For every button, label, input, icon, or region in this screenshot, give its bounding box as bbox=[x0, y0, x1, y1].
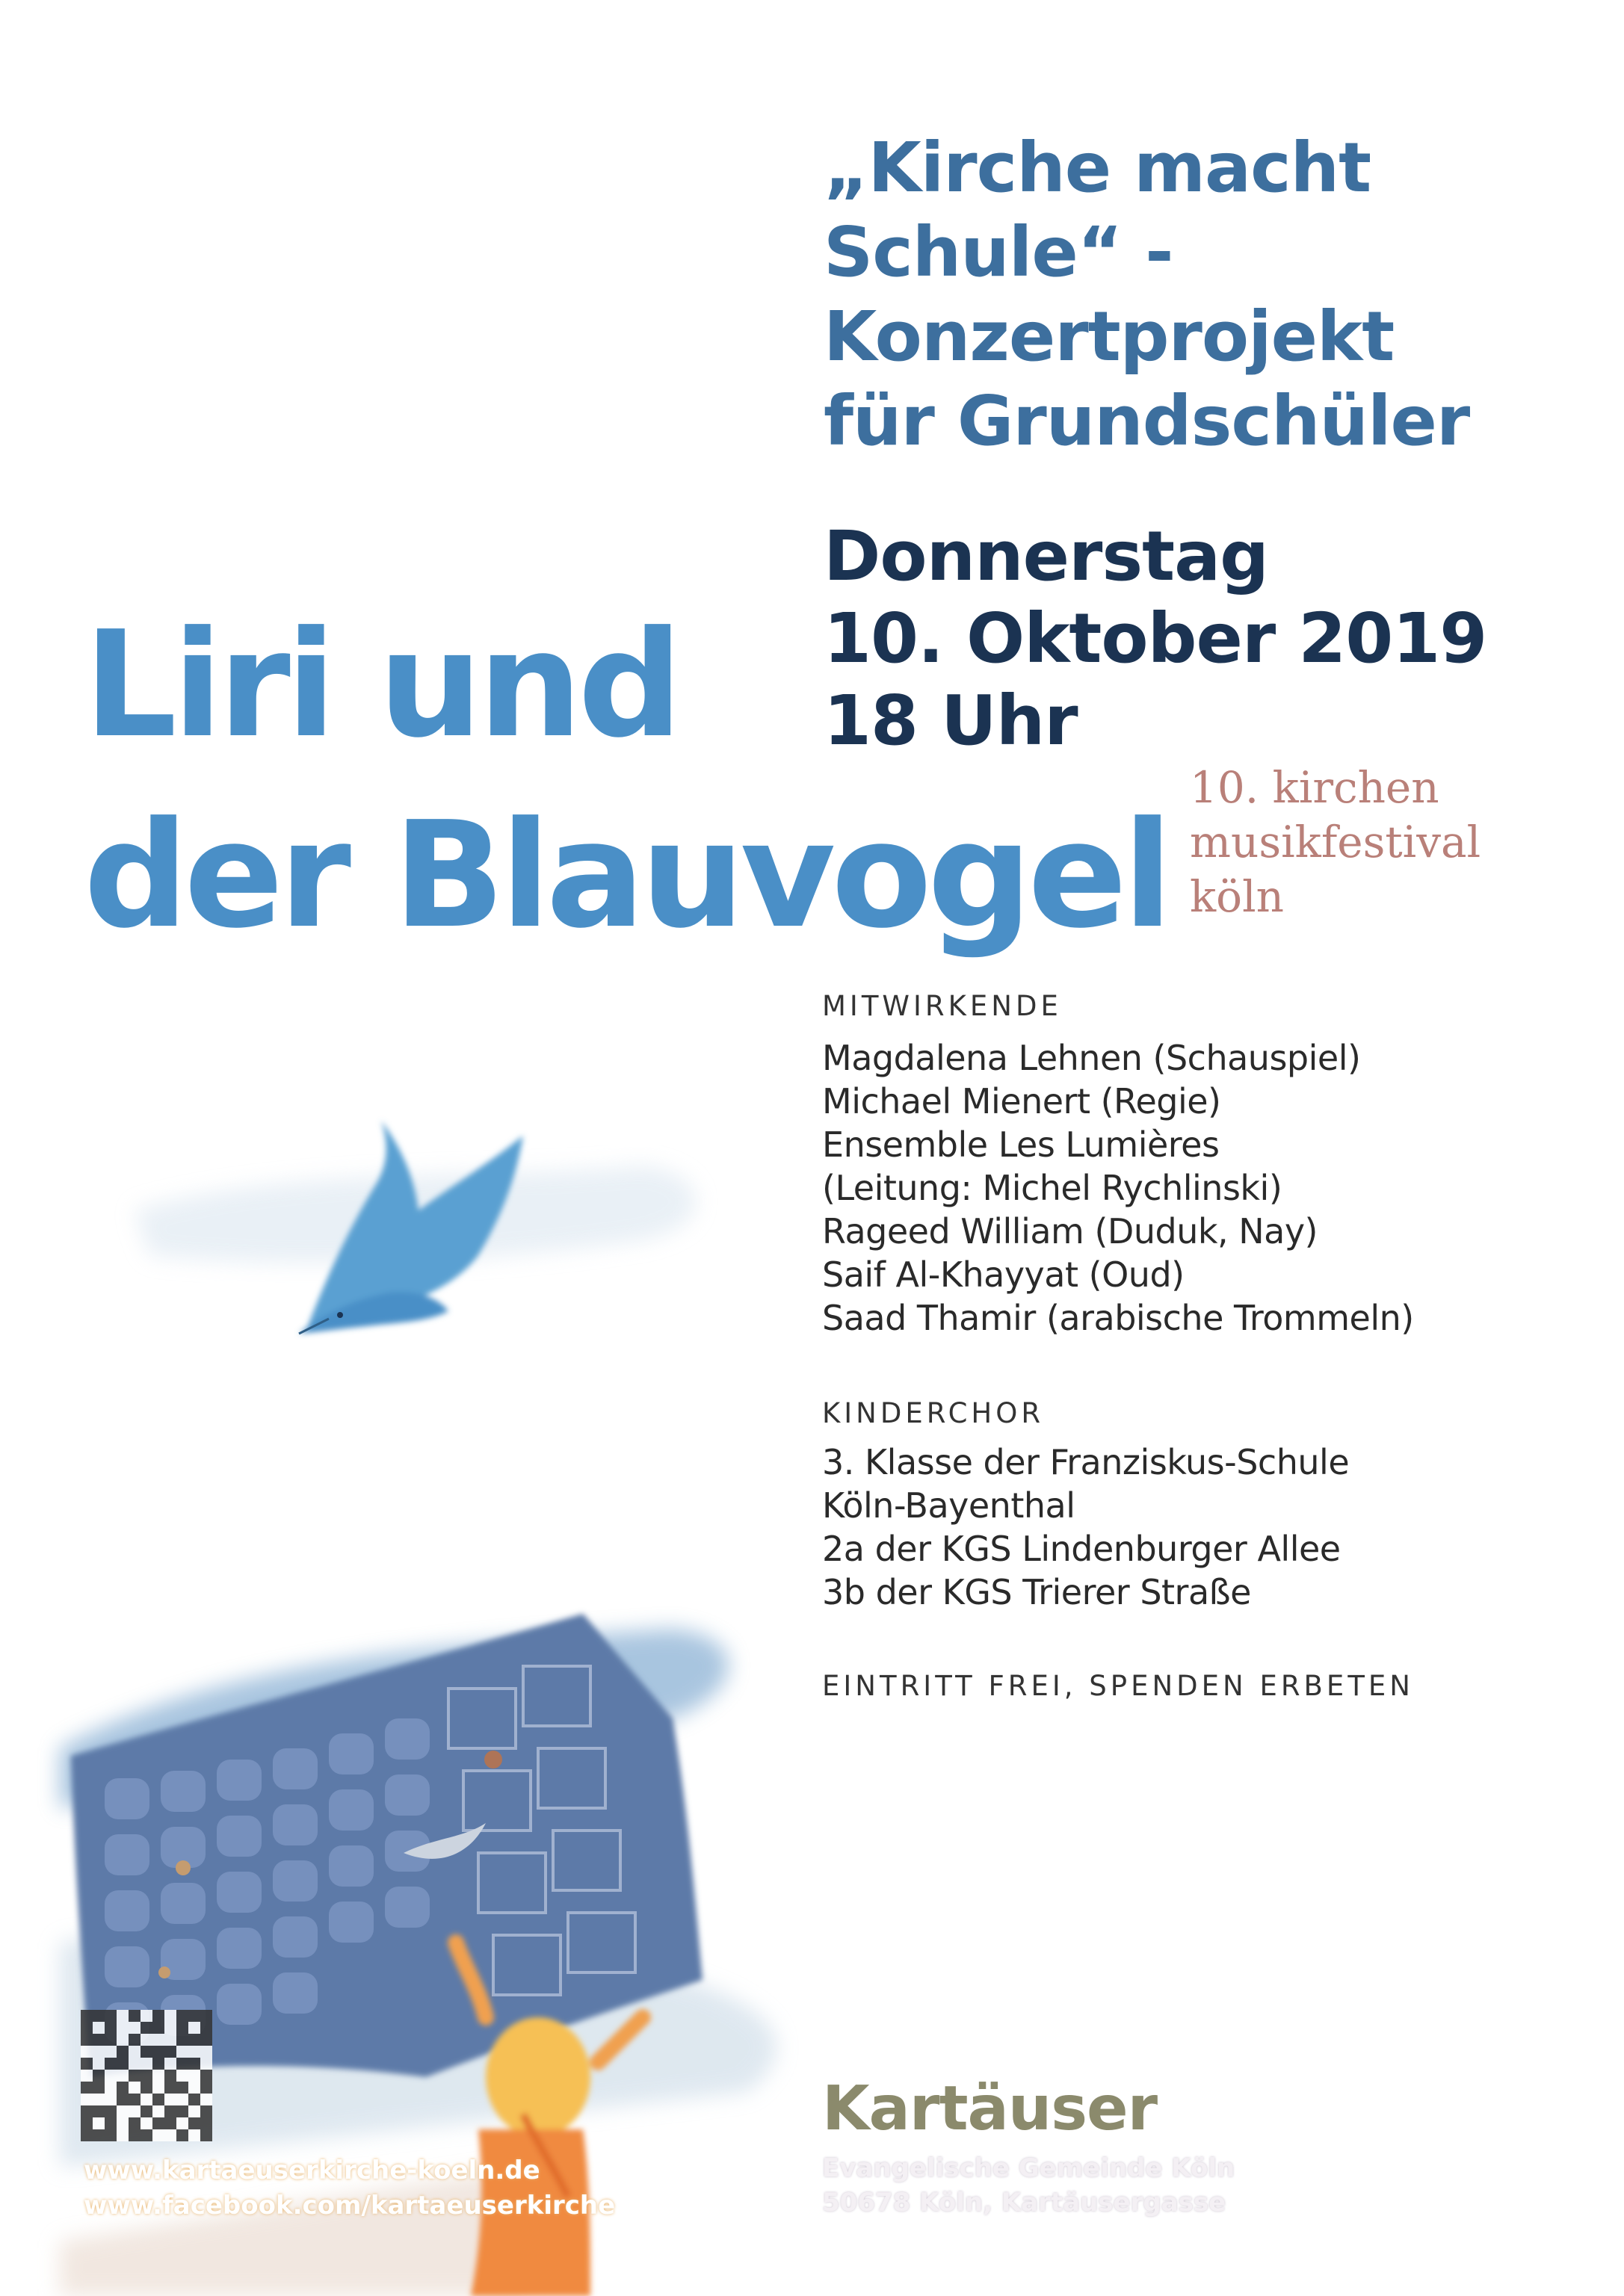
website-link[interactable]: www.kartaeuserkirche-koeln.de bbox=[84, 2156, 540, 2185]
festival-line: köln bbox=[1190, 871, 1284, 922]
kinderchor-heading: KINDERCHOR bbox=[822, 1397, 1045, 1429]
list-item: Magdalena Lehnen (Schauspiel) bbox=[822, 1038, 1361, 1078]
list-item: Michael Mienert (Regie) bbox=[822, 1081, 1221, 1121]
subtitle-line: für Grundschüler bbox=[824, 381, 1470, 461]
list-item: Saad Thamir (arabische Trommeln) bbox=[822, 1298, 1414, 1338]
list-item: 2a der KGS Lindenburger Allee bbox=[822, 1529, 1341, 1569]
festival-line: musikfestival bbox=[1190, 817, 1481, 867]
event-date: 10. Oktober 2019 bbox=[824, 598, 1487, 678]
subtitle-line: Konzertprojekt bbox=[824, 297, 1395, 377]
festival-line: 10. kirchen bbox=[1190, 762, 1439, 813]
project-subtitle bbox=[824, 126, 1586, 463]
event-day: Donnerstag bbox=[824, 516, 1269, 596]
title-line: der Blauvogel bbox=[84, 790, 1169, 961]
festival-logo bbox=[1190, 761, 1481, 924]
kartaeuser-logo: Kartäuser bbox=[822, 2073, 1158, 2144]
qr-code[interactable] bbox=[81, 2010, 212, 2141]
mitwirkende-list bbox=[822, 1036, 1414, 1340]
mitwirkende-heading: MITWIRKENDE bbox=[822, 990, 1062, 1022]
list-item: Saif Al-Khayyat (Oud) bbox=[822, 1254, 1185, 1295]
event-time: 18 Uhr bbox=[824, 681, 1078, 761]
list-item: Ensemble Les Lumières bbox=[822, 1124, 1220, 1165]
address-line: Evangelische Gemeinde Köln bbox=[822, 2153, 1235, 2183]
list-item: (Leitung: Michel Rychlinski) bbox=[822, 1168, 1282, 1208]
title-line: Liri und bbox=[84, 600, 679, 770]
facebook-link[interactable]: www.facebook.com/kartaeuserkirche bbox=[84, 2191, 616, 2221]
subtitle-line: „Kirche macht bbox=[824, 128, 1371, 208]
subtitle-line: Schule“ - bbox=[824, 212, 1173, 292]
list-item: Köln-Bayenthal bbox=[822, 1485, 1075, 1526]
entry-note: EINTRITT FREI, SPENDEN ERBETEN bbox=[822, 1670, 1414, 1702]
poster-title bbox=[84, 590, 1168, 971]
list-item: Rageed William (Duduk, Nay) bbox=[822, 1211, 1318, 1251]
kinderchor-list bbox=[822, 1441, 1349, 1614]
list-item: 3b der KGS Trierer Straße bbox=[822, 1572, 1251, 1612]
address-line: 50678 Köln, Kartäusergasse bbox=[822, 2188, 1226, 2218]
list-item: 3. Klasse der Franziskus-Schule bbox=[822, 1442, 1350, 1482]
